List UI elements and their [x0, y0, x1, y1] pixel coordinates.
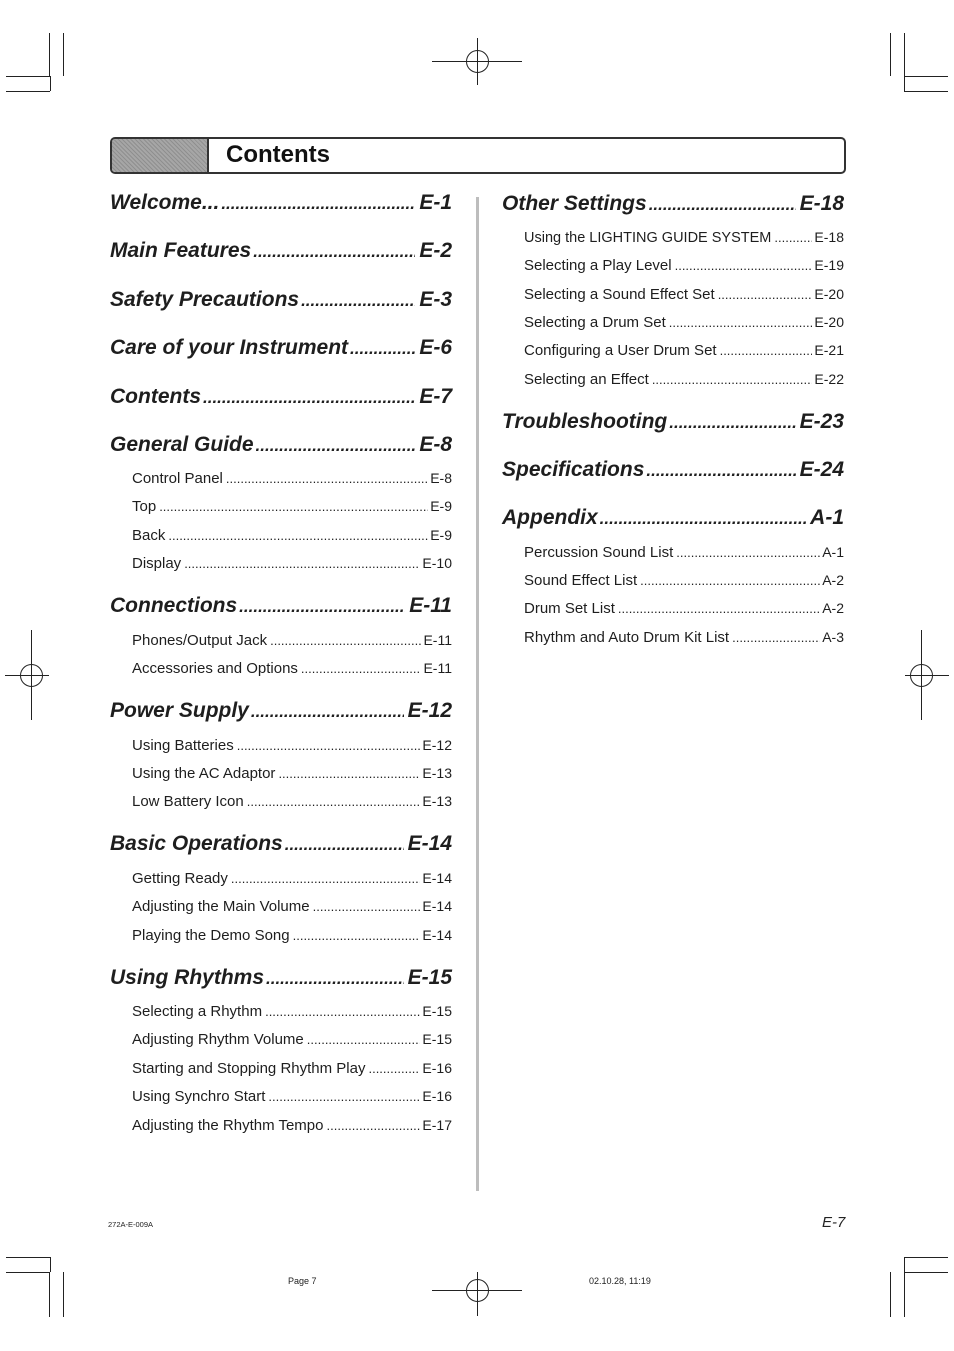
item-label: Selecting a Sound Effect Set	[524, 286, 715, 303]
leader-dots	[301, 291, 415, 311]
page-title: Contents	[226, 141, 330, 168]
item-label: Adjusting the Rhythm Tempo	[132, 1117, 324, 1134]
toc-item[interactable]	[132, 1117, 452, 1134]
toc-item[interactable]	[132, 632, 452, 649]
leader-dots	[313, 899, 421, 914]
item-page: E-17	[422, 1117, 452, 1133]
toc-item[interactable]	[524, 229, 844, 246]
toc-item[interactable]	[132, 527, 452, 544]
column-divider	[476, 197, 479, 1191]
section-title: General Guide	[110, 433, 254, 456]
item-label: Low Battery Icon	[132, 793, 244, 810]
item-page: E-22	[814, 371, 844, 387]
leader-dots	[720, 343, 813, 358]
leader-dots	[327, 1118, 421, 1133]
section-title: Basic Operations	[110, 832, 283, 855]
leader-dots	[652, 372, 813, 387]
item-label: Top	[132, 498, 157, 515]
section-page: E-18	[799, 192, 844, 215]
leader-dots	[159, 499, 428, 514]
item-page: A-2	[822, 572, 844, 588]
leader-dots	[221, 194, 415, 214]
toc-item[interactable]	[132, 765, 452, 782]
section-page: E-23	[799, 410, 844, 433]
toc-item[interactable]	[132, 898, 452, 915]
leader-dots	[256, 436, 416, 456]
item-page: E-9	[430, 527, 452, 543]
leader-dots	[307, 1032, 421, 1047]
item-label: Playing the Demo Song	[132, 927, 290, 944]
item-label: Drum Set List	[524, 600, 615, 617]
leader-dots	[669, 413, 795, 433]
toc-section[interactable]	[110, 966, 452, 990]
toc-item[interactable]	[524, 257, 844, 274]
leader-dots	[278, 766, 420, 781]
item-page: E-14	[422, 927, 452, 943]
item-label: Sound Effect List	[524, 572, 638, 589]
item-page: A-2	[822, 600, 844, 616]
item-page: A-3	[822, 629, 844, 645]
toc-right-column	[502, 0, 844, 1351]
section-title: Connections	[110, 594, 238, 617]
leader-dots	[600, 509, 806, 529]
toc-section[interactable]	[110, 385, 452, 409]
item-page: E-18	[814, 229, 844, 245]
item-label: Accessories and Options	[132, 660, 298, 677]
section-page: E-3	[419, 288, 452, 311]
toc-section[interactable]	[502, 192, 844, 216]
toc-item[interactable]	[132, 660, 452, 677]
toc-section[interactable]	[110, 336, 452, 360]
item-label: Selecting a Drum Set	[524, 314, 666, 331]
item-page: E-20	[814, 286, 844, 302]
leader-dots	[774, 230, 812, 245]
item-page: E-13	[422, 765, 452, 781]
toc-item[interactable]	[524, 314, 844, 331]
section-title: Main Features	[110, 239, 252, 262]
item-label: Back	[132, 527, 166, 544]
toc-section[interactable]	[502, 506, 844, 530]
item-page: E-10	[422, 555, 452, 571]
toc-item[interactable]	[132, 1088, 452, 1105]
item-page: E-11	[423, 632, 452, 648]
section-page: E-12	[407, 699, 452, 722]
item-label: Using the LIGHTING GUIDE SYSTEM	[524, 230, 772, 246]
item-label: Selecting an Effect	[524, 371, 649, 388]
leader-dots	[732, 630, 820, 645]
toc-item[interactable]	[132, 470, 452, 487]
item-label: Configuring a User Drum Set	[524, 342, 717, 359]
leader-dots	[247, 794, 421, 809]
section-title: Power Supply	[110, 699, 249, 722]
section-page: E-24	[799, 458, 844, 481]
toc-section[interactable]	[502, 458, 844, 482]
toc-section[interactable]	[110, 594, 452, 618]
item-label: Control Panel	[132, 470, 223, 487]
leader-dots	[268, 1089, 420, 1104]
leader-dots	[718, 287, 813, 302]
section-title: Safety Precautions	[110, 288, 300, 311]
leader-dots	[646, 461, 795, 481]
section-title: Other Settings	[502, 192, 647, 215]
item-page: E-8	[430, 470, 452, 486]
item-label: Starting and Stopping Rhythm Play	[132, 1060, 366, 1077]
leader-dots	[184, 556, 420, 571]
item-label: Selecting a Play Level	[524, 257, 672, 274]
leader-dots	[266, 969, 404, 989]
section-page: E-6	[419, 336, 452, 359]
item-label: Using Batteries	[132, 737, 234, 754]
item-page: E-16	[422, 1088, 452, 1104]
leader-dots	[226, 471, 428, 486]
item-page: E-14	[422, 898, 452, 914]
section-page: E-1	[419, 191, 452, 214]
toc-item[interactable]	[524, 342, 844, 359]
section-page: E-7	[419, 385, 452, 408]
item-page: E-9	[430, 498, 452, 514]
toc-item[interactable]	[132, 927, 452, 944]
toc-item[interactable]	[524, 544, 844, 561]
toc-item[interactable]	[132, 498, 452, 515]
section-title: Contents	[110, 385, 201, 408]
toc-item[interactable]	[524, 629, 844, 646]
item-page: E-19	[814, 257, 844, 273]
print-date: 02.10.28, 11:19	[589, 1276, 651, 1286]
toc-section[interactable]	[110, 191, 452, 215]
toc-section[interactable]	[110, 288, 452, 312]
item-page: A-1	[822, 544, 844, 560]
item-label: Percussion Sound List	[524, 544, 674, 561]
leader-dots	[649, 195, 796, 215]
leader-dots	[368, 1061, 420, 1076]
leader-dots	[350, 339, 415, 359]
item-page: E-11	[423, 660, 452, 676]
item-page: E-16	[422, 1060, 452, 1076]
toc-left-column	[110, 0, 452, 1351]
toc-section[interactable]	[110, 239, 452, 263]
page-number: E-7	[822, 1214, 846, 1231]
section-title: Troubleshooting	[502, 410, 668, 433]
item-page: E-15	[422, 1003, 452, 1019]
item-page: E-14	[422, 870, 452, 886]
section-title: Appendix	[502, 506, 598, 529]
section-title: Care of your Instrument	[110, 336, 349, 359]
section-page: E-15	[407, 966, 452, 989]
leader-dots	[168, 528, 428, 543]
toc-item[interactable]	[132, 1060, 452, 1077]
item-page: E-20	[814, 314, 844, 330]
leader-dots	[675, 258, 813, 273]
item-label: Adjusting the Main Volume	[132, 898, 310, 915]
item-label: Display	[132, 555, 182, 572]
item-label: Getting Ready	[132, 870, 228, 887]
item-page: E-15	[422, 1031, 452, 1047]
toc-item[interactable]	[132, 1031, 452, 1048]
leader-dots	[239, 597, 405, 617]
item-label: Rhythm and Auto Drum Kit List	[524, 629, 730, 646]
toc-section[interactable]	[110, 699, 452, 723]
section-page: E-8	[419, 433, 452, 456]
section-title: Specifications	[502, 458, 645, 481]
leader-dots	[618, 601, 820, 616]
item-label: Using Synchro Start	[132, 1088, 266, 1105]
leader-dots	[676, 545, 820, 560]
item-label: Selecting a Rhythm	[132, 1003, 263, 1020]
print-page-label: Page 7	[288, 1276, 317, 1286]
item-page: E-21	[814, 342, 844, 358]
toc-item[interactable]	[524, 286, 844, 303]
item-label: Using the AC Adaptor	[132, 765, 276, 782]
leader-dots	[237, 738, 421, 753]
toc-item[interactable]	[132, 555, 452, 572]
section-page: A-1	[810, 506, 844, 529]
leader-dots	[293, 928, 421, 943]
document-code: 272A-E-009A	[108, 1220, 154, 1229]
toc-item[interactable]	[524, 600, 844, 617]
item-page: E-13	[422, 793, 452, 809]
leader-dots	[203, 388, 415, 408]
section-page: E-14	[407, 832, 452, 855]
leader-dots	[265, 1004, 420, 1019]
toc-section[interactable]	[110, 832, 452, 856]
toc-section[interactable]	[502, 410, 844, 434]
leader-dots	[270, 633, 421, 648]
leader-dots	[301, 661, 422, 676]
section-title: Using Rhythms	[110, 966, 265, 989]
section-page: E-11	[409, 594, 452, 617]
leader-dots	[640, 573, 820, 588]
item-page: E-12	[422, 737, 452, 753]
item-label: Adjusting Rhythm Volume	[132, 1031, 304, 1048]
leader-dots	[231, 871, 421, 886]
section-title: Welcome...	[110, 191, 220, 214]
item-label: Phones/Output Jack	[132, 632, 268, 649]
toc-item[interactable]	[132, 793, 452, 810]
section-page: E-2	[419, 239, 452, 262]
toc-item[interactable]	[524, 572, 844, 589]
toc-item[interactable]	[132, 737, 452, 754]
leader-dots	[669, 315, 813, 330]
toc-item[interactable]	[132, 870, 452, 887]
toc-item[interactable]	[132, 1003, 452, 1020]
toc-item[interactable]	[524, 371, 844, 388]
leader-dots	[253, 242, 415, 262]
leader-dots	[251, 702, 404, 722]
toc-section[interactable]	[110, 433, 452, 457]
leader-dots	[285, 835, 404, 855]
